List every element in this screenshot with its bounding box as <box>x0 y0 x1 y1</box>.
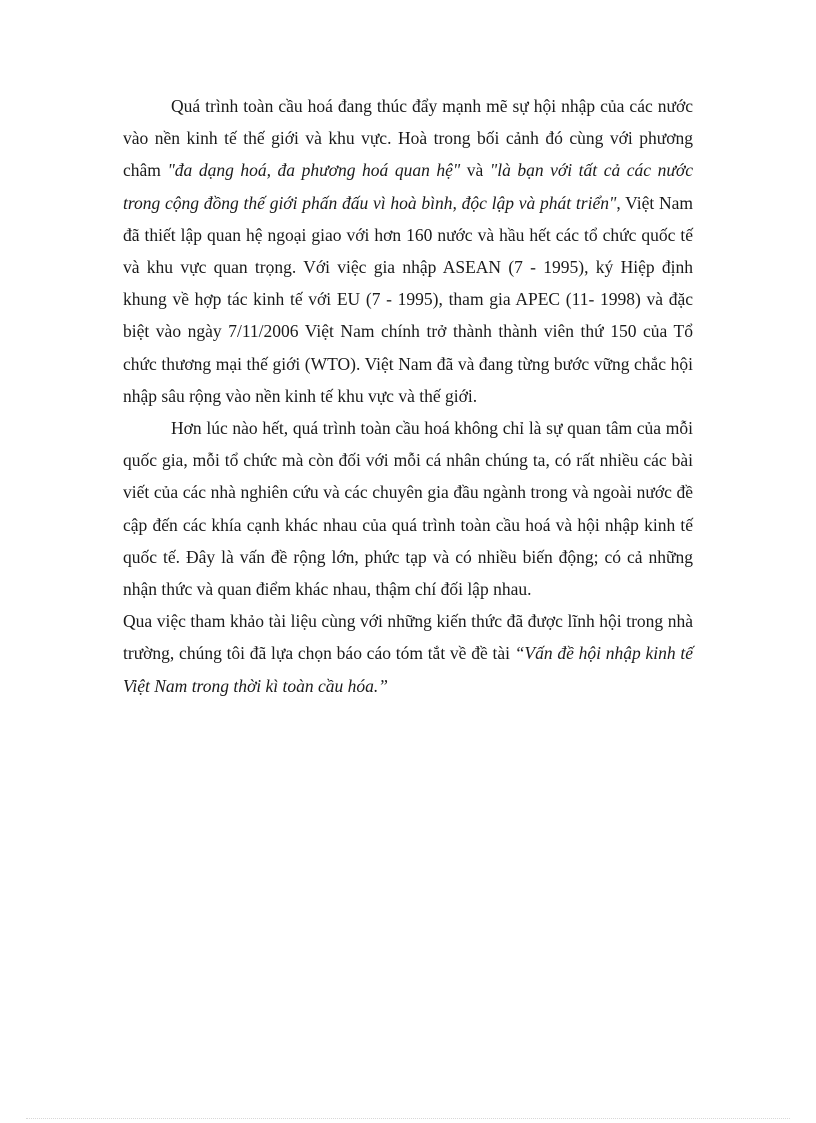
paragraph-1-text-a: Quá trình toàn cầu hoá đang thúc đẩy mạnh mẽ sự hội nhập của các nước vào nền kinh tế thế giới và khu vực. Hoà trong bối cảnh đó cùng với phương châm <box>123 96 693 181</box>
document-body <box>123 90 693 702</box>
paragraph-1-text-c: , Việt Nam đã thiết lập quan hệ ngoại giao với hơn 160 nước và hầu hết các tổ chức quốc tế và khu vực quan trọng. Với việc gia nhập ASEAN (7 - 1995), ký Hiệp định khung về hợp tác kinh tế với EU (7 - 1995), tham gia APEC (11- 1998) và đặc biệt vào ngày 7/11/2006 Việt Nam chính trở thành thành viên thứ 150 của Tổ chức thương mại thế giới (WTO). Việt Nam đã và đang từng bước vững chắc hội nhập sâu rộng vào nền kinh tế khu vực và thế giới. <box>123 192 693 406</box>
paragraph-report-topic <box>123 605 693 702</box>
motto-friendship-quote: "là bạn với tất cả các nước trong cộng đồng thế giới phấn đấu vì hoà bình, độc lập và phát triển" <box>123 160 693 213</box>
paragraph-3-text: Qua việc tham khảo tài liệu cùng với những kiến thức đã được lĩnh hội trong nhà trường, chúng tôi đã lựa chọn báo cáo tóm tắt về đề tài <box>123 611 693 664</box>
page-bottom-divider <box>26 1118 790 1119</box>
report-title-quote: “Vấn đề hội nhập kinh tế Việt Nam trong thời kì toàn cầu hóa.” <box>123 643 693 696</box>
paragraph-globalization-intro <box>123 90 693 412</box>
paragraph-research-context: Hơn lúc nào hết, quá trình toàn cầu hoá không chỉ là sự quan tâm của mỗi quốc gia, mỗi tổ chức mà còn đối với mỗi cá nhân chúng ta, có rất nhiều các bài viết của các nhà nghiên cứu và các chuyên gia đầu ngành trong và ngoài nước đề cập đến các khía cạnh khác nhau của quá trình toàn cầu hoá và hội nhập kinh tế quốc tế. Đây là vấn đề rộng lớn, phức tạp và có nhiều biến động; có cả những nhận thức và quan điểm khác nhau, thậm chí đối lập nhau. <box>123 418 693 600</box>
motto-diversification-quote: "đa dạng hoá, đa phương hoá quan hệ" <box>167 160 461 181</box>
paragraph-1-text-b: và <box>460 160 490 181</box>
